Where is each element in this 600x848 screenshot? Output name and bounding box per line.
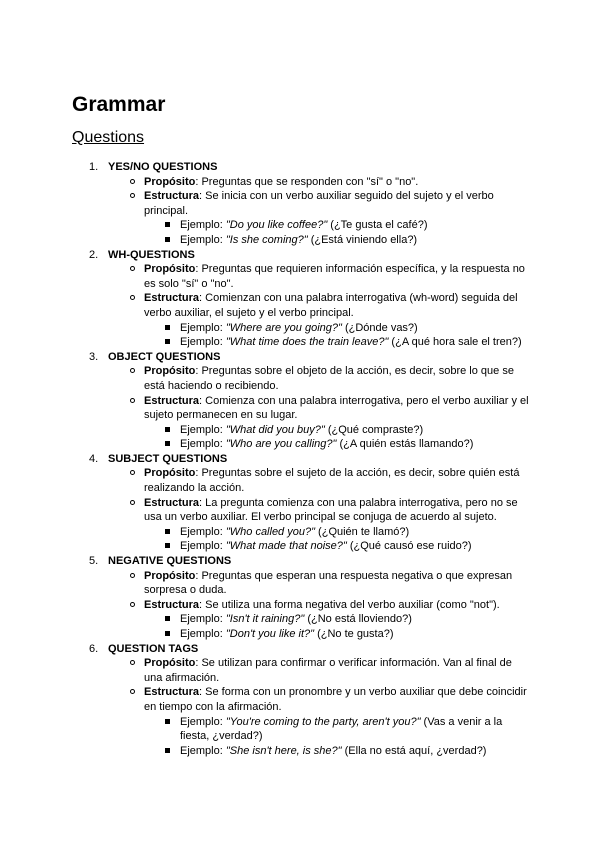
square-bullet-icon	[165, 631, 170, 636]
example-label: Ejemplo:	[180, 613, 223, 626]
structure-text: : Comienzan con una palabra interrogativa (wh-word) seguida del verbo auxiliar, el sujeto y el verbo principal.	[144, 292, 518, 319]
item-details	[108, 175, 532, 248]
examples-list	[144, 218, 532, 247]
example-spanish: (¿No te gusta?)	[314, 628, 394, 640]
structure-item	[144, 189, 532, 247]
circle-bullet-icon	[130, 470, 135, 475]
circle-bullet-icon	[130, 179, 135, 184]
structure-label: Estructura	[144, 598, 200, 611]
purpose-item	[144, 175, 532, 190]
example-item	[180, 437, 532, 452]
square-bullet-icon	[165, 237, 170, 242]
square-bullet-icon	[165, 719, 170, 724]
circle-bullet-icon	[130, 295, 135, 300]
purpose-item	[144, 569, 532, 598]
circle-bullet-icon	[130, 368, 135, 373]
item-details	[108, 466, 532, 554]
example-spanish: (¿Te gusta el café?)	[327, 219, 428, 232]
purpose-label: Propósito	[144, 263, 196, 276]
purpose-item	[144, 262, 532, 291]
structure-text: : Se utiliza una forma negativa del verbo auxiliar (como "not").	[199, 598, 500, 611]
purpose-item	[144, 364, 532, 393]
structure-text: : Comienza con una palabra interrogativa, pero el verbo auxiliar y el sujeto permanecen en su lugar.	[144, 394, 529, 422]
example-label: Ejemplo:	[180, 715, 223, 728]
structure-item	[144, 598, 532, 642]
square-bullet-icon	[165, 325, 170, 330]
example-label: Ejemplo:	[180, 628, 223, 640]
purpose-text: : Preguntas que esperan una respuesta negativa o que expresan sorpresa o duda.	[144, 569, 513, 597]
circle-bullet-icon	[130, 266, 135, 271]
structure-item	[144, 685, 532, 758]
circle-bullet-icon	[130, 500, 135, 505]
document-content	[72, 92, 532, 758]
section-heading: Questions	[72, 129, 145, 146]
item-number: 2.	[89, 248, 99, 261]
example-item	[180, 218, 532, 233]
structure-label: Estructura	[144, 496, 200, 509]
item-title: SUBJECT QUESTIONS	[108, 452, 228, 465]
item-number: 6.	[89, 642, 99, 655]
example-english: "Do you like coffee?"	[225, 219, 328, 232]
example-spanish: (¿Qué causó ese ruido?)	[346, 540, 472, 553]
example-label: Ejemplo:	[180, 233, 223, 246]
item-details	[108, 262, 532, 350]
item-title: QUESTION TAGS	[108, 642, 199, 655]
structure-label: Estructura	[144, 394, 200, 407]
example-item	[180, 744, 532, 759]
example-item	[180, 321, 532, 336]
example-english: "Where are you going?"	[225, 321, 342, 334]
circle-bullet-icon	[130, 398, 135, 403]
examples-list	[144, 525, 532, 554]
example-spanish: (¿Quién te llamó?)	[315, 525, 410, 538]
example-spanish: (¿No está lloviendo?)	[304, 613, 412, 626]
item-number: 1.	[89, 161, 99, 173]
circle-bullet-icon	[130, 689, 135, 694]
square-bullet-icon	[165, 616, 170, 621]
example-label: Ejemplo:	[180, 438, 223, 451]
example-item	[180, 612, 532, 627]
square-bullet-icon	[165, 339, 170, 344]
examples-list	[144, 715, 532, 759]
example-spanish: (¿Qué compraste?)	[324, 423, 424, 436]
purpose-text: : Preguntas que se responden con "sí" o "no".	[195, 175, 419, 188]
structure-label: Estructura	[144, 190, 200, 203]
purpose-label: Propósito	[144, 657, 196, 670]
structure-text: : Se inicia con un verbo auxiliar seguido del sujeto y el verbo principal.	[144, 190, 494, 217]
question-types-list	[72, 160, 532, 758]
example-spanish: (¿Está viniendo ella?)	[307, 233, 418, 246]
purpose-text: : Preguntas sobre el objeto de la acción, es decir, sobre lo que se está haciendo o recibiendo.	[144, 365, 514, 392]
structure-label: Estructura	[144, 686, 200, 699]
example-english: "Who are you calling?"	[225, 438, 337, 451]
item-title: WH-QUESTIONS	[108, 248, 195, 261]
square-bullet-icon	[165, 427, 170, 432]
purpose-text: : Preguntas que requieren información específica, y la respuesta no es solo "sí" o "no".	[144, 263, 525, 290]
square-bullet-icon	[165, 543, 170, 548]
example-english: "What made that noise?"	[225, 540, 347, 553]
example-english: "Who called you?"	[225, 525, 315, 538]
example-label: Ejemplo:	[180, 321, 223, 334]
question-type-item	[72, 554, 532, 642]
examples-list	[144, 423, 532, 452]
circle-bullet-icon	[130, 193, 135, 198]
example-item	[180, 525, 532, 540]
item-title: NEGATIVE QUESTIONS	[108, 555, 232, 568]
item-details	[108, 569, 532, 642]
example-label: Ejemplo:	[180, 525, 223, 538]
example-label: Ejemplo:	[180, 336, 223, 349]
square-bullet-icon	[165, 529, 170, 534]
structure-text: : Se forma con un pronombre y un verbo auxiliar que debe coincidir en tiempo con la afirmación.	[144, 686, 527, 713]
example-item	[180, 627, 532, 642]
example-item	[180, 335, 532, 350]
example-spanish: (¿Dónde vas?)	[341, 321, 418, 334]
item-title: YES/NO QUESTIONS	[108, 161, 218, 173]
item-title: OBJECT QUESTIONS	[108, 350, 221, 363]
structure-text: : La pregunta comienza con una palabra interrogativa, pero no se usa un verbo auxiliar. El verbo principal se conjuga de acuerdo al sujeto.	[144, 496, 518, 524]
examples-list	[144, 321, 532, 350]
example-spanish: (Vas a venir a la fiesta, ¿verdad?)	[180, 715, 503, 743]
purpose-item	[144, 656, 532, 685]
example-english: "What did you buy?"	[225, 423, 325, 436]
example-label: Ejemplo:	[180, 423, 223, 436]
example-english: "She isn't here, is she?"	[225, 744, 342, 757]
item-details	[108, 364, 532, 452]
examples-list	[144, 612, 532, 641]
item-number: 4.	[89, 452, 99, 465]
purpose-label: Propósito	[144, 365, 196, 378]
purpose-label: Propósito	[144, 569, 196, 582]
question-type-item	[72, 160, 532, 248]
circle-bullet-icon	[130, 660, 135, 665]
purpose-label: Propósito	[144, 467, 196, 480]
example-english: "You're coming to the party, aren't you?"	[225, 715, 421, 728]
item-details	[108, 656, 532, 758]
question-type-item	[72, 248, 532, 350]
example-spanish: (¿A qué hora sale el tren?)	[388, 336, 522, 349]
example-spanish: (Ella no está aquí, ¿verdad?)	[341, 744, 487, 757]
example-item	[180, 715, 532, 744]
circle-bullet-icon	[130, 573, 135, 578]
question-type-item	[72, 642, 532, 759]
example-english: "What time does the train leave?"	[225, 336, 389, 349]
structure-item	[144, 394, 532, 452]
example-english: "Don't you like it?"	[225, 628, 315, 640]
purpose-item	[144, 466, 532, 495]
structure-item	[144, 291, 532, 349]
page-title: Grammar	[72, 93, 166, 116]
item-number: 5.	[89, 555, 99, 568]
example-english: "Isn't it raining?"	[225, 613, 305, 626]
example-spanish: (¿A quién estás llamando?)	[336, 438, 474, 451]
structure-label: Estructura	[144, 292, 200, 305]
item-number: 3.	[89, 350, 99, 363]
example-english: "Is she coming?"	[225, 233, 308, 246]
purpose-text: : Preguntas sobre el sujeto de la acción, es decir, sobre quién está realizando la acción.	[144, 467, 520, 495]
square-bullet-icon	[165, 222, 170, 227]
example-item	[180, 539, 532, 554]
example-label: Ejemplo:	[180, 744, 223, 757]
example-item	[180, 233, 532, 248]
square-bullet-icon	[165, 748, 170, 753]
square-bullet-icon	[165, 441, 170, 446]
example-label: Ejemplo:	[180, 540, 223, 553]
example-item	[180, 423, 532, 438]
purpose-label: Propósito	[144, 175, 196, 188]
example-label: Ejemplo:	[180, 219, 223, 232]
structure-item	[144, 496, 532, 554]
question-type-item	[72, 350, 532, 452]
circle-bullet-icon	[130, 602, 135, 607]
purpose-text: : Se utilizan para confirmar o verificar información. Van al final de una afirmación.	[144, 657, 512, 684]
question-type-item	[72, 452, 532, 554]
